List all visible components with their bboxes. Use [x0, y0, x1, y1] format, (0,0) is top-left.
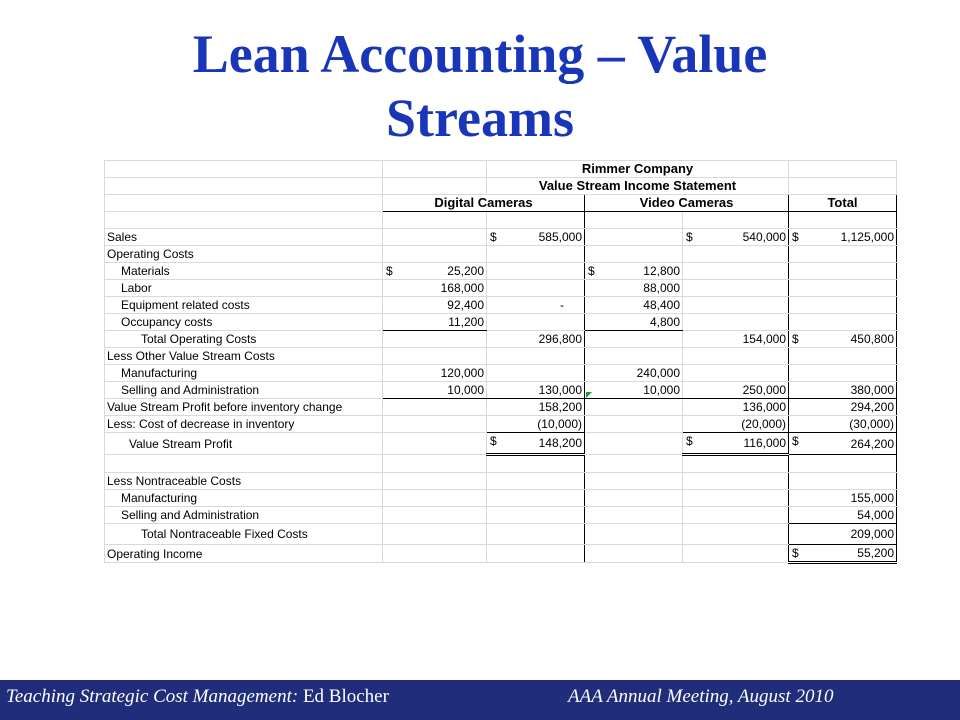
row-label: Less Nontraceable Costs: [105, 473, 383, 490]
currency-symbol: $: [792, 332, 799, 346]
row-label: Less Other Value Stream Costs: [105, 348, 383, 365]
currency-symbol: $: [792, 230, 799, 244]
column-header-row: [105, 195, 897, 212]
table-row: [105, 473, 897, 490]
row-label: Materials: [105, 263, 383, 280]
row-label: Selling and Administration: [105, 382, 383, 399]
cell-value: 10,000: [585, 382, 683, 399]
table-row: [105, 280, 897, 297]
footer-presenter: Ed Blocher: [302, 686, 389, 707]
row-label: Total Operating Costs: [105, 331, 383, 348]
cell-comment-indicator: [586, 392, 592, 398]
currency-symbol: $: [490, 230, 497, 244]
table-row: [105, 263, 897, 280]
cell-value: $ 264,200: [789, 433, 897, 455]
row-label: Operating Income: [105, 545, 383, 563]
row-label: Value Stream Profit: [105, 433, 383, 455]
cell-value: $ 12,800: [585, 263, 683, 280]
cell-value: 10,000: [383, 382, 487, 399]
currency-symbol: $: [588, 264, 595, 278]
company-name: Rimmer Company: [487, 161, 789, 178]
table-row: [105, 524, 897, 545]
table-row: [105, 229, 897, 246]
row-label: Manufacturing: [105, 365, 383, 382]
table-row: [105, 416, 897, 433]
row-label: Sales: [105, 229, 383, 246]
table-row: [105, 331, 897, 348]
row-label: Equipment related costs: [105, 297, 383, 314]
table-row: [105, 545, 897, 563]
table-row: [105, 382, 897, 399]
footer-event: AAA Annual Meeting, August 2010: [568, 686, 834, 707]
currency-symbol: $: [490, 434, 497, 448]
cell-value: 209,000: [789, 524, 897, 545]
cell-value: 158,200: [487, 399, 585, 416]
statement-title: Value Stream Income Statement: [487, 178, 789, 195]
slide-title-line2: Streams: [386, 88, 574, 148]
cell-value: $ 1,125,000: [789, 229, 897, 246]
row-label: Selling and Administration: [105, 507, 383, 524]
table-row: [105, 455, 897, 473]
cell-value: 136,000: [683, 399, 789, 416]
cell-value: -: [487, 297, 585, 314]
cell-value: 48,400: [585, 297, 683, 314]
currency-symbol: $: [386, 264, 393, 278]
cell-value: $ 25,200: [383, 263, 487, 280]
table-row: [105, 212, 897, 229]
cell-value: 88,000: [585, 280, 683, 297]
cell-value: $ 540,000: [683, 229, 789, 246]
slide-title-line1: Lean Accounting – Value: [192, 24, 768, 84]
cell-value: (20,000): [683, 416, 789, 433]
currency-symbol: $: [792, 434, 799, 448]
table-row: [105, 246, 897, 263]
table-row: [105, 433, 897, 455]
footer-course-title: Teaching Strategic Cost Management:: [6, 686, 299, 707]
cell-value: 54,000: [789, 507, 897, 524]
row-label: Less: Cost of decrease in inventory: [105, 416, 383, 433]
cell-value: 130,000: [487, 382, 585, 399]
column-header-video-cameras: Video Cameras: [585, 195, 789, 212]
currency-symbol: $: [686, 434, 693, 448]
table-row: [105, 399, 897, 416]
row-label: Occupancy costs: [105, 314, 383, 331]
row-label: Value Stream Profit before inventory change: [105, 399, 383, 416]
cell-value: $ 148,200: [487, 433, 585, 455]
cell-value: (30,000): [789, 416, 897, 433]
cell-value: 92,400: [383, 297, 487, 314]
cell-value: 380,000: [789, 382, 897, 399]
footer-bar: [0, 680, 960, 720]
row-label: Operating Costs: [105, 246, 383, 263]
cell-value: 154,000: [683, 331, 789, 348]
table-row: [105, 314, 897, 331]
column-header-digital-cameras: Digital Cameras: [383, 195, 585, 212]
table-row: [105, 490, 897, 507]
table-row: [105, 297, 897, 314]
table-row: [105, 348, 897, 365]
currency-symbol: $: [686, 230, 693, 244]
cell-value: 296,800: [487, 331, 585, 348]
column-header-total: Total: [789, 195, 897, 212]
cell-value: 4,800: [585, 314, 683, 331]
cell-value: 155,000: [789, 490, 897, 507]
footer-left: [6, 686, 389, 708]
cell-value: 294,200: [789, 399, 897, 416]
cell-value: 168,000: [383, 280, 487, 297]
row-label: Total Nontraceable Fixed Costs: [105, 524, 383, 545]
cell-value: 240,000: [585, 365, 683, 382]
cell-value: $ 585,000: [487, 229, 585, 246]
cell-value: 11,200: [383, 314, 487, 331]
cell-value: (10,000): [487, 416, 585, 433]
table-row: [105, 178, 897, 195]
row-label: Manufacturing: [105, 490, 383, 507]
slide-title: [0, 22, 960, 150]
cell-value: $ 55,200: [789, 545, 897, 563]
income-statement-table: [104, 160, 897, 564]
table-row: [105, 507, 897, 524]
table-row: [105, 161, 897, 178]
row-label: Labor: [105, 280, 383, 297]
currency-symbol: $: [792, 546, 799, 560]
cell-value: $ 450,800: [789, 331, 897, 348]
cell-value: 120,000: [383, 365, 487, 382]
cell-value: 250,000: [683, 382, 789, 399]
table-row: [105, 365, 897, 382]
cell-value: $ 116,000: [683, 433, 789, 455]
